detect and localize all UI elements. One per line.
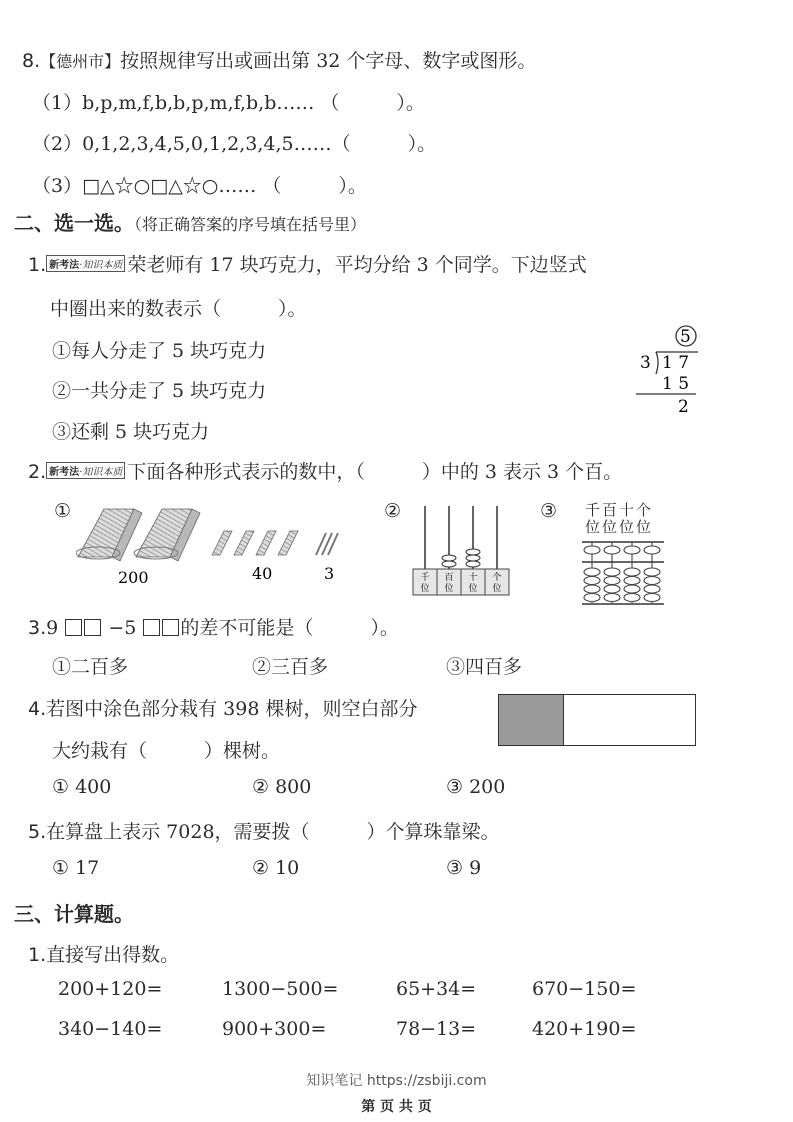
q4-option-2: ② 800: [252, 776, 312, 798]
abacus-header-line1: 千百十个: [585, 501, 654, 519]
q8-text: 按照规律写出或画出第 32 个字母、数字或图形。: [120, 50, 537, 72]
q2-tag: [46, 462, 125, 479]
abacus-bead: [644, 585, 660, 593]
abacus-bead: [584, 577, 600, 585]
base-ten-blocks: [76, 505, 356, 595]
q1-tag-bold: 新考法: [49, 260, 80, 271]
q3-blank-box-1: [65, 619, 82, 636]
calc-row2-item4: 420+190=: [532, 1018, 637, 1040]
hundreds-bundle-1: [76, 509, 142, 561]
q4-shaded-part: [499, 695, 564, 745]
abacus-bead: [584, 585, 600, 593]
q4-bar-figure: [498, 694, 696, 746]
counter-label-3: 位: [468, 584, 478, 594]
q1-number: 1.: [28, 254, 47, 276]
abacus-bead: [604, 585, 620, 593]
ones-sticks: [316, 533, 338, 555]
q4-number: 4.: [28, 698, 47, 720]
q8-sub3: [32, 171, 367, 198]
hundreds-bundle-2: [134, 509, 200, 561]
section2-hint: （将正确答案的序号填在括号里）: [134, 215, 367, 234]
abacus-bead: [644, 577, 660, 585]
q4-option-1: ① 400: [52, 776, 112, 798]
abacus-bead: [644, 594, 660, 602]
q2-option-2-label: ②: [384, 500, 402, 522]
q8-sub2: （2）0,1,2,3,4,5,0,1,2,3,4,5……（ ）。: [32, 133, 437, 155]
abacus-bead: [624, 546, 640, 554]
counter-bead: [466, 555, 480, 561]
page-number: 第 页 共 页: [361, 1099, 432, 1115]
calc-number: 1.: [28, 944, 47, 966]
abacus-bead: [604, 577, 620, 585]
q8-sub1: （1）b,p,m,f,b,b,p,m,f,b,b…… （ ）。: [32, 92, 425, 114]
section2-title: 二、选一选。: [14, 211, 134, 235]
abacus-header-line2: 位位位位: [585, 518, 654, 536]
q2-number: 2.: [28, 461, 47, 483]
counter-label-3: 十: [468, 573, 478, 583]
long-division: [630, 322, 710, 418]
q5-option-2: ② 10: [252, 857, 300, 879]
abacus-bead: [584, 594, 600, 602]
q5-stem: [28, 817, 500, 844]
counter-label-2: 位: [444, 584, 454, 594]
q4-line1: [28, 694, 418, 721]
q4-text-1: 若图中涂色部分栽有 398 棵树，则空白部分: [46, 698, 418, 720]
calc-row1-item4: 670−150=: [532, 978, 637, 1000]
q3-number: 3.: [28, 617, 47, 639]
tens-bundles: [212, 531, 298, 555]
q8-city-tag: 【德州市】: [40, 52, 121, 71]
abacus-header: [585, 502, 653, 536]
calc-row2-item1: 340−140=: [58, 1018, 163, 1040]
counter-bead: [442, 561, 456, 567]
abacus-bead: [604, 594, 620, 602]
abacus: [580, 540, 666, 608]
counter-label-1: 千: [420, 573, 430, 583]
abacus-bead: [624, 594, 640, 602]
q2-tag-rest: ·知识本质: [79, 467, 123, 478]
dividend: 1 7: [662, 353, 690, 373]
counter-label-4: 位: [492, 584, 502, 594]
q5-option-1: ① 17: [52, 857, 100, 879]
counter-label-2: 百: [444, 573, 454, 583]
blocks-ones-label: 3: [324, 564, 335, 583]
calc-row2-item2: 900+300=: [222, 1018, 327, 1040]
quotient-digit: 5: [680, 327, 691, 347]
counter-bead: [466, 561, 480, 567]
q3-nine: 9: [46, 617, 59, 639]
counter-bead: [466, 549, 480, 555]
q3-text: 的差不可能是（ ）。: [180, 617, 399, 639]
footer-watermark: [0, 1070, 793, 1090]
section3-title: 三、计算题。: [14, 902, 134, 926]
counter-label-4: 个: [492, 573, 502, 583]
remainder: 2: [678, 397, 689, 417]
product: 1 5: [662, 374, 690, 394]
q1-tag-rest: ·知识本质: [79, 260, 123, 271]
divisor: 3: [640, 353, 651, 373]
q3-blank-box-2: [84, 619, 101, 636]
counter-bead: [442, 555, 456, 561]
calc-row1-item2: 1300−500=: [222, 978, 339, 1000]
q8-stem: [22, 46, 536, 73]
q3-blank-box-4: [162, 619, 179, 636]
abacus-bead: [604, 546, 620, 554]
q3-blank-box-3: [143, 619, 160, 636]
q2-tag-bold: 新考法: [49, 467, 80, 478]
q1-tag: [46, 255, 125, 272]
q1-option-3: ③还剩 5 块巧克力: [52, 421, 210, 443]
q5-option-3: ③ 9: [446, 857, 482, 879]
q3-option-2: ②三百多: [252, 656, 329, 678]
q8-sub3-shapes: □△☆○□△☆○…… （ ）。: [82, 175, 367, 197]
q2-stem: [28, 457, 622, 484]
q4-line2: 大约栽有（ ）棵树。: [52, 740, 281, 762]
section2-heading: [14, 207, 366, 236]
footer-link[interactable]: 知识笔记 https://zsbiji.com: [306, 1073, 487, 1089]
abacus-bead: [644, 568, 660, 576]
abacus-bead: [604, 568, 620, 576]
q1-text-1: 荣老师有 17 块巧克力，平均分给 3 个同学。下边竖式: [127, 254, 587, 276]
counting-frame: [410, 500, 514, 600]
q2-option-1-label: ①: [54, 500, 72, 522]
q2-option-3-label: ③: [540, 500, 558, 522]
q4-option-3: ③ 200: [446, 776, 506, 798]
calc-row2-item3: 78−13=: [396, 1018, 477, 1040]
q3-minus-five: −5: [102, 617, 143, 639]
calc-row1-item3: 65+34=: [396, 978, 477, 1000]
q3-stem: [28, 613, 399, 640]
q8-number: 8.: [22, 50, 41, 72]
abacus-bead: [584, 568, 600, 576]
calc-row1-item1: 200+120=: [58, 978, 163, 1000]
q2-text: 下面各种形式表示的数中，（ ）中的 3 表示 3 个百。: [127, 461, 623, 483]
abacus-bead: [624, 568, 640, 576]
q1-option-1: ①每人分走了 5 块巧克力: [52, 340, 267, 362]
q8-sub3-label: （3）: [32, 175, 83, 197]
blocks-tens-label: 40: [252, 564, 273, 583]
q5-number: 5.: [28, 821, 47, 843]
calc-stem: [28, 940, 179, 967]
q1-option-2: ②一共分走了 5 块巧克力: [52, 380, 267, 402]
counter-label-1: 位: [420, 584, 430, 594]
abacus-bead: [584, 546, 600, 554]
q5-text: 在算盘上表示 7028，需要拨（ ）个算珠靠梁。: [46, 821, 500, 843]
blocks-hundreds-label: 200: [118, 568, 149, 587]
abacus-bead: [624, 585, 640, 593]
abacus-bead: [644, 546, 660, 554]
calc-text: 直接写出得数。: [46, 944, 180, 966]
q3-option-3: ③四百多: [446, 656, 523, 678]
abacus-bead: [624, 577, 640, 585]
q3-option-1: ①二百多: [52, 656, 129, 678]
q1-line1: [28, 250, 587, 277]
q1-line2: 中圈出来的数表示（ ）。: [50, 298, 307, 320]
